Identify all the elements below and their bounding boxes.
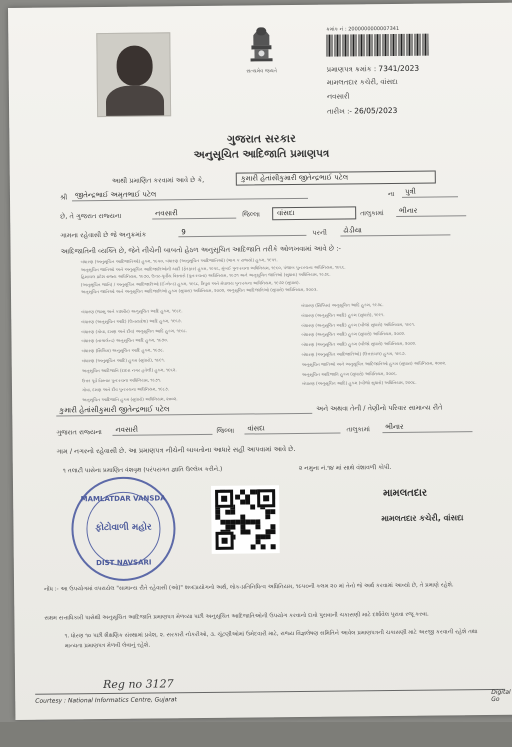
issue-date-row: [327, 106, 397, 117]
order-item: ગોવા, દમણ અને દીવ પુનઃરચના અધિનિયમ, ૧૯૮૭.: [81, 386, 170, 393]
issuing-office: મામલતદાર કચેરી, વાંસદા: [326, 77, 398, 87]
district-value: નવસારી: [152, 209, 236, 220]
schedule-number: 9: [178, 227, 306, 237]
order-item: બંધારણ (અનુસૂચિત આદિ) હુકમ (બીજો સુધારો) અધિનિયમ, ૨૦૦૨.: [301, 340, 417, 348]
resides-text: અને અથવા તેની / તેણીનો પરિવાર સામાન્ય રીતે: [316, 403, 443, 413]
residence-state-text: ગુજરાત રાજ્યના: [56, 428, 102, 437]
certificate-paper: [8, 3, 512, 720]
certificate-title: અનુસૂચિત આદિજાતિ પ્રમાણપત્ર: [193, 147, 330, 162]
cert-number-row: [327, 64, 420, 75]
residence-taluka-label: જિલ્લા: [216, 426, 235, 435]
village-value: ભીનાર: [396, 206, 466, 217]
applicant-photo: [96, 32, 171, 117]
order-line: (અનુસૂચિત જાતિ) / અનુસૂચિત આદિજાતિઓ (ઈંગ્લેન્ડ) હુકમ, ૧૯૬૮, ત્રિપુરા અને મેઘાલય પુનઃરચના અધિનિયમ, ૧૯૭૨ (સુધારા).: [80, 279, 301, 288]
mamlatdar-seal: [71, 476, 176, 581]
seal-bottom-text: DIST NAVSARI: [96, 558, 152, 568]
resident-name: કુમારી હેતાંસીકુમારી જીતેન્દ્રભાઈ પટેલ: [56, 403, 312, 417]
cert-number: 7341/2023: [378, 63, 420, 74]
order-line: અનુસૂચિત જાતિઓ અને અનુસૂચિત આદિજાતિઓ હુકમ (સુધારા) અધિનિયમ, ૨૦૦૨, અનુસૂચિત આદિજાતિઓ (સુધારો) અધિનિયમ, ૨૦૦૩.: [80, 287, 318, 295]
caste-label: પરની: [312, 228, 327, 237]
order-item: અનુસૂચિત આદિજાતિ હુકમ (સુધારો) અધિનિયમ, ૨૦૦૬.: [301, 370, 398, 377]
order-item: બંધારણ (અનુસૂચિત આદિ) હુકમ (સુધારો), ૧૯૯૧.: [81, 357, 166, 364]
taluka-label: જિલ્લા: [242, 210, 260, 219]
father-name: જીતેન્દ્રભાઈ અમૃતભાઈ પટેલ: [72, 189, 308, 201]
order-item: અનુસૂચિત જાતિઓ અને અનુસૂચિત આદિજાતિઓ હુકમ (સુધારા) અધિનિયમ, ૨૦૦૨.: [301, 360, 447, 367]
schedule-prefix: ગામના રહેવાસી છે જે અનુક્રમાંક: [60, 230, 147, 240]
national-emblem-icon: [246, 21, 276, 67]
cert-number-label: પ્રમાણપત્ર ક્રમાંક :: [326, 65, 377, 74]
background-surface: [0, 722, 512, 747]
residence-village: ભીનાર: [382, 422, 472, 433]
barcode: [326, 34, 428, 57]
father-prefix: શ્રી: [59, 193, 68, 202]
footer-digital: Digital Go: [491, 688, 511, 703]
order-item: બંધારણ (અનુસૂચિત આદિજાતિઓ) (ઉત્તરાંચલ) હુકમ, ૧૯૬૭.: [301, 350, 406, 357]
order-line: બંધારણ (અનુસૂચિત આદિજાતિઓ) હુકમ, ૧૯૫૦, બંધારણ (અનુસૂચિત આદિજાતિઓ) (ભાગ ક રાજ્યો) હુકમ, ૧૯૫૧.: [80, 257, 278, 265]
residence-village-label: તાલુકામાં: [346, 425, 370, 434]
note-paragraph-3: ૧. ધોરણ ૧૦ પછી શૈક્ષણિક સંસ્થામાં પ્રવેશ, ૨. સરકારી નોકરીઓ, ૩. ચૂંટણીઓમાં ઉમેદવારી માટે, રાજ્ય વિજ્ઞલેષણ સમિતિને આવેલ પ્રમાણપત્રની ચકાસણી માટે અરજી કરવાની રહેશે તથા માન્યતા પ્રમાણપત્ર મેળવી લેવાનું રહેશે.: [64, 629, 478, 650]
issue-date-label: તારીખ :-: [327, 107, 352, 116]
note-paragraph-1: નોંધ :- આ ઉપયોગમાં વપરાયેલ "સામાન્ય રીતે રહેવાસી (ઓ)" શબ્દપ્રયોગનો અર્થ, લોક-પ્રતિનિધિત્વ અધિનિયમ, ૧૯૫૦ની કલમ ૨૦ માં તેનો જે અર્થ કરવામાં આવ્યો છે, તે પ્રમાણે રહેશે.: [44, 582, 454, 593]
order-item: બંધારણ (ગોવા, દમણ અને દીવ) અનુસૂચિત આદિ હુકમ, ૧૯૬૮.: [81, 327, 188, 334]
residence-district: નવસારી: [112, 425, 212, 436]
order-item: બંધારણ (અનુસૂચિત આદિ) હુકમ (સુધારો), ૧૯૯૧.: [301, 311, 385, 318]
signature-mark: મામલતદાર: [383, 487, 428, 500]
order-item: બંધારણ (સિક્કિમ) અનુસૂચિત આદિ હુકમ, ૧૯૭૮.: [81, 347, 165, 354]
orders-intro: [81, 254, 501, 296]
recognition-text: આદિજાતિની વ્યક્તિ છે, જેને નીચેની બાબતો હેઠળ અનુસૂચિત આદિજાતિ તરીકે ઓળખવામાં આવે છે :-: [60, 244, 342, 256]
orders-right-column: [301, 299, 502, 389]
order-line: હિમાચલ પ્રદેશ રાજ્ય અધિનિયમ, ૧૯૭૦, ઉત્તર-પૂર્વીય વિસ્તારો (પુનઃરચના) અધિનિયમ, ૧૯૭૧ અને અનુસૂચિત જાતિઓ (સુધારા) અધિનિયમ, ૧૯૭૬.: [80, 271, 331, 280]
qr-code: [211, 485, 280, 554]
residence-taluka: વાંસદા: [244, 424, 340, 435]
order-item: બંધારણ (અનુસૂચિત આદિ) હુકમ (બીજો સુધારો) અધિનિયમ, ૨૦૦૮.: [301, 380, 417, 387]
footer-courtesy: Courtesy : National Informatics Centre, Gujarat: [35, 696, 177, 705]
village-label: તાલુકામાં: [360, 209, 384, 218]
caste-value: ઢોડીયા: [340, 225, 450, 236]
order-item: બંધારણ (અનુસૂચિત આદિ) હુકમ (સુધારો) અધિનિયમ, ૨૦૦૨.: [301, 331, 406, 338]
basis-one: ૧ તલાટી પાસેના પ્રમાણિત વંશવૃક્ષ (પરંપરાગત જ્ઞાતિ ઉલ્લેખ કરીને.): [62, 465, 223, 475]
govt-title: ગુજરાત સરકાર: [226, 131, 296, 146]
serial-caption: ક્રમાંક નં : 2000000000007341: [326, 25, 400, 33]
order-item: બંધારણ (અનુસૂચિત આદિ) હુકમ (બીજો સુધારો) અધિનિયમ, ૧૯૯૧.: [301, 321, 416, 328]
order-item: અનુસૂચિત આદિજાતિ હુકમ (સુધારો) અધિનિયમ, ૨૦૦૨.: [82, 396, 178, 403]
orders-left-column: [81, 305, 272, 405]
relation-label: ના: [387, 189, 395, 199]
residence-suffix: ગામ / નગરનો રહેવાસી છે. આ પ્રમાણપત્ર નીચેની બાબતોના આધારે સહી આપવામાં આવે છે.: [56, 445, 296, 456]
issue-date: 26/05/2023: [354, 105, 398, 116]
order-item: બંધારણ (સિક્કિમ) અનુસૂચિત આદિ હુકમ, ૧૯૭૮.: [301, 302, 384, 308]
signing-officer: મામલતદાર કચેરી, વાંસદા: [381, 513, 464, 524]
basis-two: ૨ નમુના નં.૧૪ માં સાથે વંશાવળી કોપી.: [298, 464, 392, 472]
emblem-caption: સત્યમેવ જયતે: [246, 68, 278, 75]
note-paragraph-2: સક્ષમ સત્તાધિકારી પાસેથી અનુસૂચિત આદિજાતિ પ્રમાણપત્ર મેળવ્યા પછી અનુસૂચિત આદિજાતિઓની ઉપયોગ કરવાનો દાવો પુરાવાની ચકાસણી માટે દર્શાવેલ પુરાવા રજૂ કરવા.: [44, 611, 429, 622]
certify-text: આથી પ્રમાણિત કરવામાં આવે છે કે,: [111, 175, 205, 185]
order-item: બંધારણ (નાગાલેન્ડ) અનુસૂચિત આદિ હુકમ, ૧૯૭૦.: [81, 337, 169, 344]
order-item: બંધારણ (જમ્મુ અને કાશ્મીર) અનુસૂચિત આદિ હુકમ, ૧૯૮૯.: [81, 308, 183, 315]
order-item: ઉત્તર પૂર્વ વિસ્તાર પુનઃરચના અધિનિયમ, ૧૯૭૧.: [81, 376, 162, 383]
applicant-name: કુમારી હેતાંસીકુમારી જીતેન્દ્રભાઈ પટેલ: [236, 171, 436, 186]
order-line: અનુસૂચિત જાતિઓ અને અનુસૂચિત આદિજાતિઓની યાદી (ફેરફાર) હુકમ, ૧૯૫૬, મુંબઈ પુનઃરચના અધિનિયમ, ૧૯૬૦, પંજાબ પુનઃરચના અધિનિયમ, ૧૯૬૬.: [80, 264, 346, 272]
order-item: બંધારણ (અનુસૂચિત આદિ) (ઉત્તરપ્રદેશ) આદિ હુકમ, ૧૯૬૭.: [81, 317, 182, 325]
seal-center-text: ફોટોવાળી મહોર: [95, 522, 152, 534]
relation-value: પુત્રી: [402, 187, 458, 198]
handwritten-reg-no: Reg no 3127: [103, 677, 174, 692]
seal-top-text: MAMLATDAR VANSDA: [80, 494, 166, 504]
order-item: અનુસૂચિત આદિજાતિ (દાદરા નગર હવેલી) હુકમ, ૧૯૬૨.: [81, 367, 177, 374]
taluka-value: વાંસદા: [272, 206, 356, 220]
district-prefix: છે, તે ગુજરાત રાજ્યના: [60, 211, 122, 221]
issuing-place: નવસારી: [326, 92, 350, 101]
